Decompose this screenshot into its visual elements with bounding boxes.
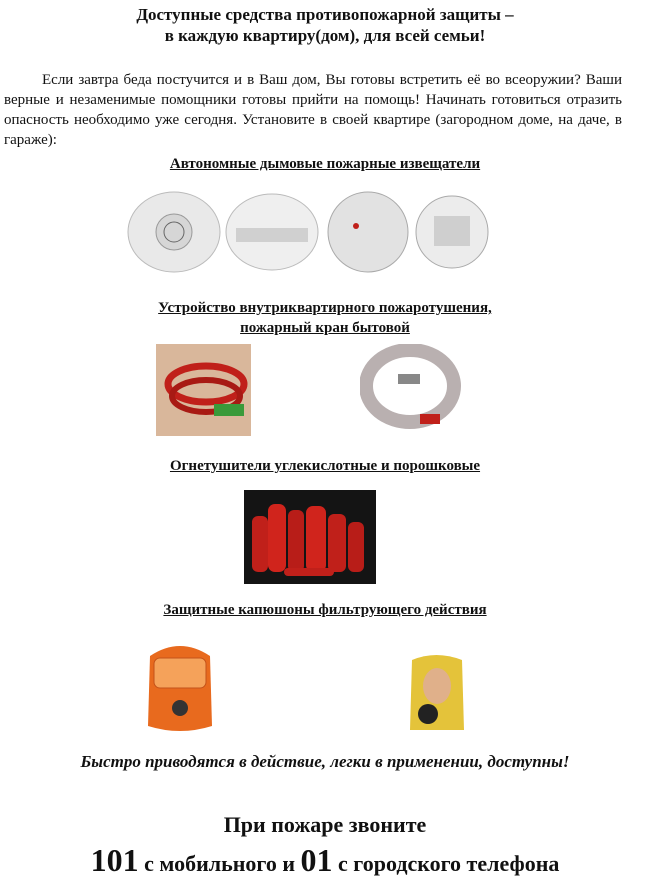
call-heading: При пожаре звоните	[223, 812, 427, 837]
title-line-1: Доступные средства противопожарной защиты –	[136, 5, 514, 24]
intro-paragraph: Если завтра беда постучится и в Ваш дом, Вы готовы встретить её во всеоружии? Ваши верные и незаменимые помощники готовы прийти на помощь! Начинать готовиться отразить опасность необходимо уже сегодня. Установите в своей квартире (загородном доме, на даче, в гараже):	[4, 72, 622, 148]
call-text-1: с мобильного и	[138, 851, 301, 876]
heading-fire-hose	[0, 298, 650, 338]
yellow-hood-image	[406, 650, 468, 734]
tagline: Быстро приводятся в действие, легки в применении, доступны!	[80, 752, 570, 771]
gray-hose-image	[360, 344, 462, 436]
smoke-detectors-image	[124, 186, 494, 276]
red-hose-image	[156, 344, 251, 436]
title-line-2: в каждую квартиру(дом), для всей семьи!	[164, 26, 486, 45]
orange-hood-image	[140, 636, 220, 736]
heading-fire-hose-line-2: пожарный кран бытовой	[240, 320, 410, 336]
extinguishers-image	[244, 490, 376, 584]
heading-fire-hose-line-1: Устройство внутриквартирного пожаротушения,	[158, 300, 492, 316]
call-text-2: с городского телефона	[332, 851, 560, 876]
heading-protective-hoods: Защитные капюшоны фильтрующего действия	[163, 602, 487, 618]
call-numbers	[0, 842, 650, 879]
landline-number: 01	[300, 842, 333, 878]
mobile-number: 101	[90, 842, 139, 878]
page-title	[0, 4, 650, 46]
heading-extinguishers: Огнетушители углекислотные и порошковые	[169, 458, 481, 474]
heading-smoke-detectors: Автономные дымовые пожарные извещатели	[169, 156, 481, 172]
